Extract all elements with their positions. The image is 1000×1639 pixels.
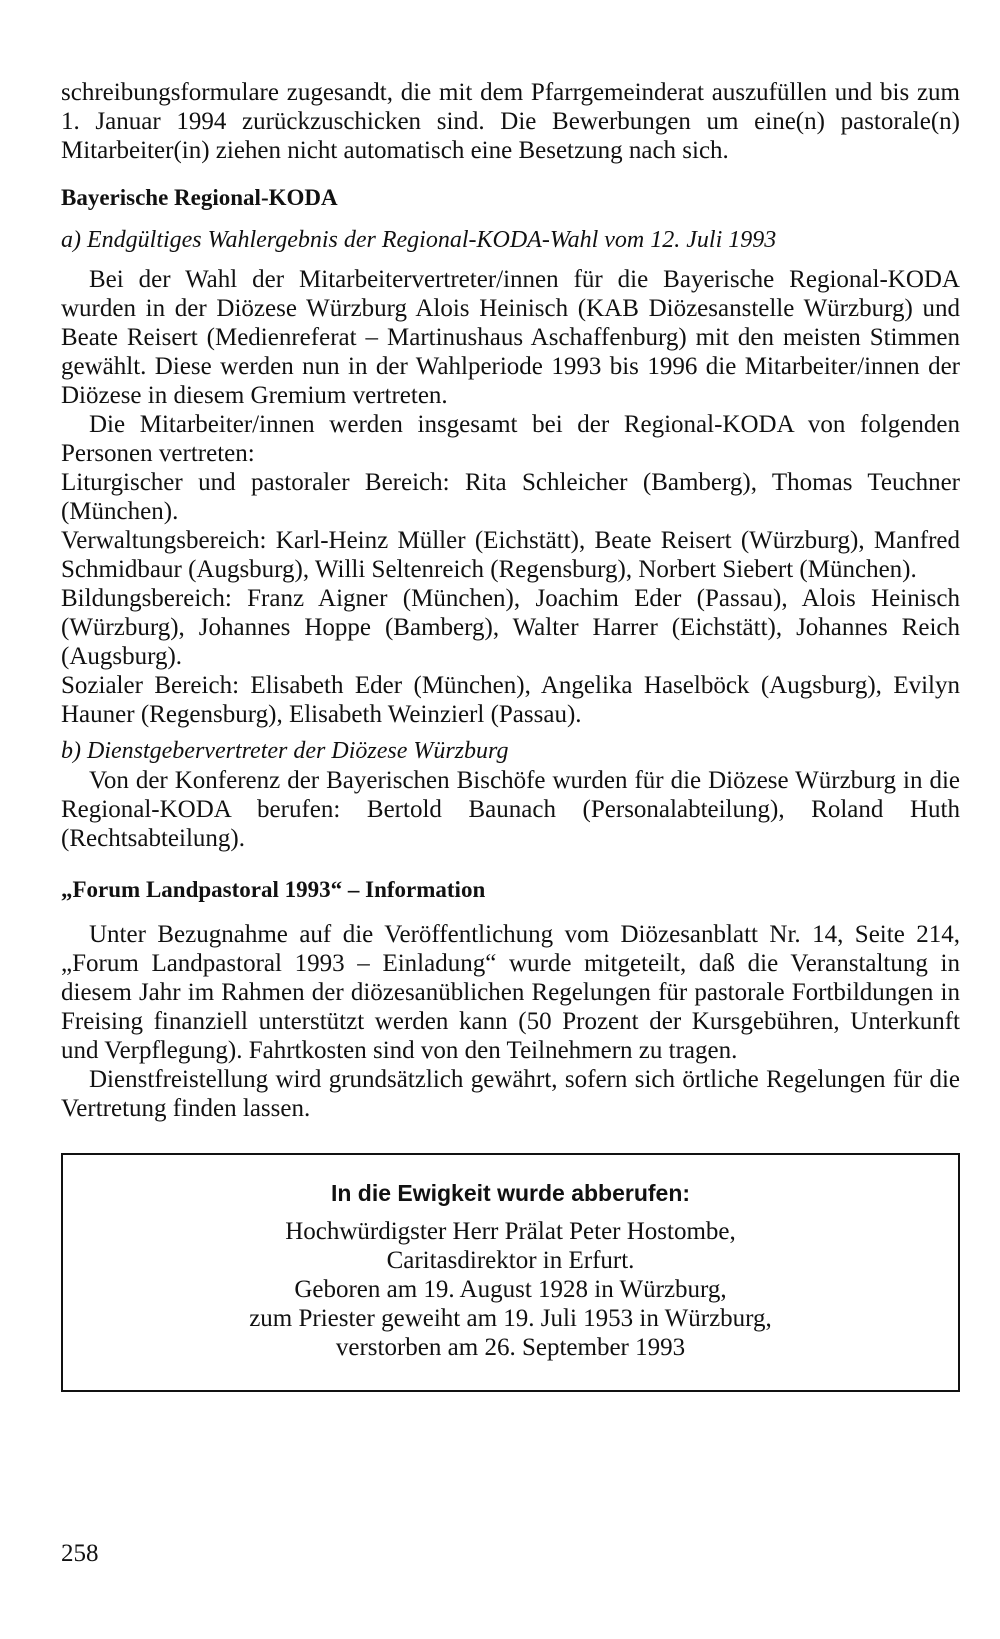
obituary-title: In die Ewigkeit wurde abberufen: [330, 1180, 691, 1206]
obituary-line: verstorben am 26. September 1993 [335, 1334, 686, 1361]
obituary-line: Caritasdirektor in Erfurt. [386, 1247, 635, 1274]
koda-area-liturgy: Liturgischer und pastoraler Bereich: Rita Schleicher (Bamberg), Thomas Teuchner (München). [61, 469, 960, 525]
forum-heading: „Forum Landpastoral 1993“ – Information [61, 877, 486, 902]
obituary-line: zum Priester geweiht am 19. Juli 1953 in Würzburg, [249, 1305, 772, 1332]
page-number: 258 [61, 1540, 99, 1567]
koda-area-education: Bildungsbereich: Franz Aigner (München), Joachim Eder (Passau), Alois Heinisch (Würzburg), Johannes Hoppe (Bamberg), Walter Harrer (Eichstätt), Johannes Reich (Augsburg). [61, 585, 960, 670]
koda-heading: Bayerische Regional-KODA [61, 185, 338, 210]
forum-paragraph-1: Unter Bezugnahme auf die Veröffentlichung vom Diözesanblatt Nr. 14, Seite 214, „Forum Landpastoral 1993 – Einladung“ wurde mitgeteilt, daß die Veranstaltung in diesem Jahr im Rahmen der diözesanüblichen Regelungen für pastorale Fortbildungen in Freising finanziell unterstützt werden kann (50 Prozent der Kursgebühren, Unterkunft und Verpflegung). Fahrtkosten sind von den Teilnehmern zu tragen. [61, 921, 960, 1064]
koda-a-paragraph-2: Die Mitarbeiter/innen werden insgesamt bei der Regional-KODA von folgenden Personen vertreten: [61, 411, 960, 467]
obituary-line: Hochwürdigster Herr Prälat Peter Hostombe, [285, 1218, 736, 1245]
obituary-notice-box [61, 1153, 960, 1392]
koda-subheading-a: a) Endgültiges Wahlergebnis der Regional-KODA-Wahl vom 12. Juli 1993 [61, 227, 777, 253]
koda-b-paragraph: Von der Konferenz der Bayerischen Bischöfe wurden für die Diözese Würzburg in die Regional-KODA berufen: Bertold Baunach (Personalabteilung), Roland Huth (Rechtsabteilung). [61, 767, 960, 852]
intro-paragraph: schreibungsformulare zugesandt, die mit dem Pfarrgemeinderat auszufüllen und bis zum 1. Januar 1994 zurückzuschicken sind. Die Bewerbungen um eine(n) pastorale(n) Mitarbeiter(in) ziehen nicht automatisch eine Besetzung nach sich. [61, 79, 960, 164]
koda-area-social: Sozialer Bereich: Elisabeth Eder (München), Angelika Haselböck (Augsburg), Evilyn Hauner (Regensburg), Elisabeth Weinzierl (Passau). [61, 672, 960, 728]
forum-paragraph-2: Dienstfreistellung wird grundsätzlich gewährt, sofern sich örtliche Regelungen für die Vertretung finden lassen. [61, 1066, 960, 1122]
koda-a-paragraph-1: Bei der Wahl der Mitarbeitervertreter/innen für die Bayerische Regional-KODA wurden in der Diözese Würzburg Alois Heinisch (KAB Diözesanstelle Würzburg) und Beate Reisert (Medienreferat – Martinushaus Aschaffenburg) mit den meisten Stimmen gewählt. Diese werden nun in der Wahlperiode 1993 bis 1996 die Mitarbeiter/innen der Diözese in diesem Gremium vertreten. [61, 266, 960, 409]
koda-subheading-b: b) Dienstgebervertreter der Diözese Würzburg [61, 738, 509, 764]
obituary-line: Geboren am 19. August 1928 in Würzburg, [294, 1276, 727, 1303]
koda-area-administration: Verwaltungsbereich: Karl-Heinz Müller (Eichstätt), Beate Reisert (Würzburg), Manfred Schmidbaur (Augsburg), Willi Seltenreich (Regensburg), Norbert Siebert (München). [61, 527, 960, 583]
